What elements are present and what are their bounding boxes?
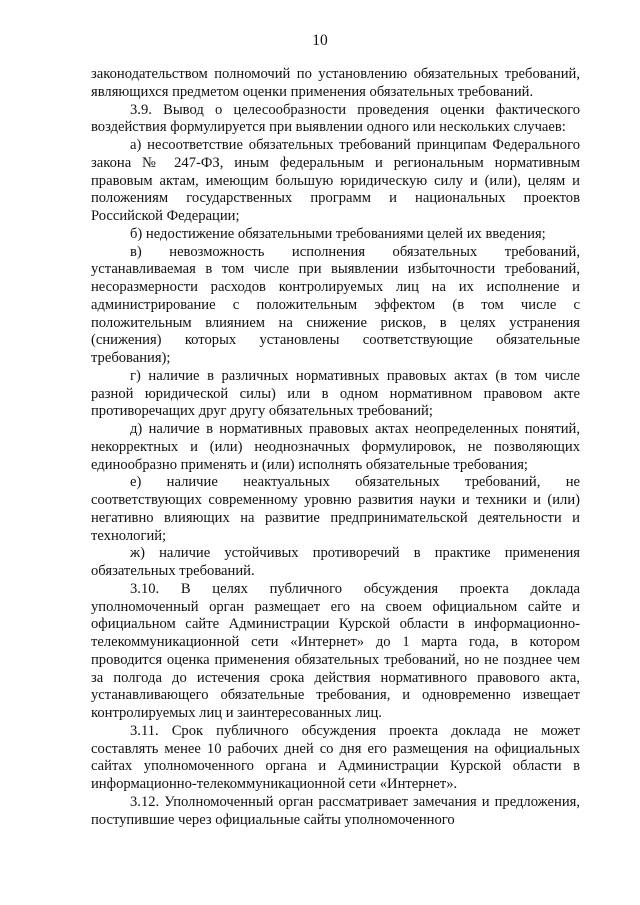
paragraph-clause-3-10: 3.10. В целях публичного обсуждения проекта доклада уполномоченный орган размещает его на своем официальном сайте и официальном сайте Администрации Курской области в информационно-телекоммуникационной сети «Интернет» до 1 марта года, в котором проводится оценка применения обязательных требований, но не позднее чем за полгода до истечения срока действия нормативного правового акта, устанавливающего обязательные требования, и одновременно извещает контролируемых лиц и заинтересованных лиц. — [91, 580, 580, 721]
paragraph-clause-3-11: 3.11. Срок публичного обсуждения проекта доклада не может составлять менее 10 рабочих дней со дня его размещения на официальных сайтах уполномоченного органа и Администрации Курской области в информационно-телекоммуникационной сети «Интернет». — [91, 722, 580, 792]
paragraph-item-v: в) невозможность исполнения обязательных требований, устанавливаемая в том числе при выявлении избыточности требований, несоразмерности расходов контролируемых лиц на их исполнение и администрирование с положительным эффектом (в том числе с положительным влиянием на снижение рисков, в целях устранения (снижения) которых установлены соответствующие обязательные требования); — [91, 243, 580, 366]
paragraph-item-b: б) недостижение обязательными требованиями целей их введения; — [130, 225, 546, 242]
paragraph-continued-text: законодательством полномочий по установлению обязательных требований, являющихся предметом оценки применения обязательных требований. — [91, 66, 580, 100]
paragraph-item-zh: ж) наличие устойчивых противоречий в практике применения обязательных требований. — [91, 545, 580, 579]
paragraph-item-e: е) наличие неактуальных обязательных требований, не соответствующих современному уровню развития науки и техники и (или) негативно влияющих на развитие предпринимательской деятельности и технологий; — [91, 474, 580, 544]
paragraph-clause-3-9: 3.9. Вывод о целесообразности проведения оценки фактического воздействия формулируется при выявлении одного или нескольких случаев: — [91, 101, 580, 136]
paragraph-item-g: г) наличие в различных нормативных правовых актах (в том числе разной юридической силы) или в одном нормативном правовом акте противоречащих друг другу обязательных требований; — [91, 367, 580, 420]
paragraph-item-d: д) наличие в нормативных правовых актах неопределенных понятий, некорректных и (или) неоднозначных формулировок, не позволяющих единообразно применять и (или) исполнять обязательные требования; — [91, 421, 580, 473]
page-number: 10 — [312, 32, 328, 49]
document-body — [91, 66, 580, 829]
paragraph-clause-3-12: 3.12. Уполномоченный орган рассматривает замечания и предложения, поступившие через официальные сайты уполномоченного — [91, 793, 580, 828]
paragraph-item-a: а) несоответствие обязательных требований принципам Федерального закона № 247-ФЗ, иным федеральным и региональным нормативным правовым актам, имеющим большую юридическую силу и (или), целям и положениям государственных программ и национальных проектов Российской Федерации; — [91, 137, 580, 224]
